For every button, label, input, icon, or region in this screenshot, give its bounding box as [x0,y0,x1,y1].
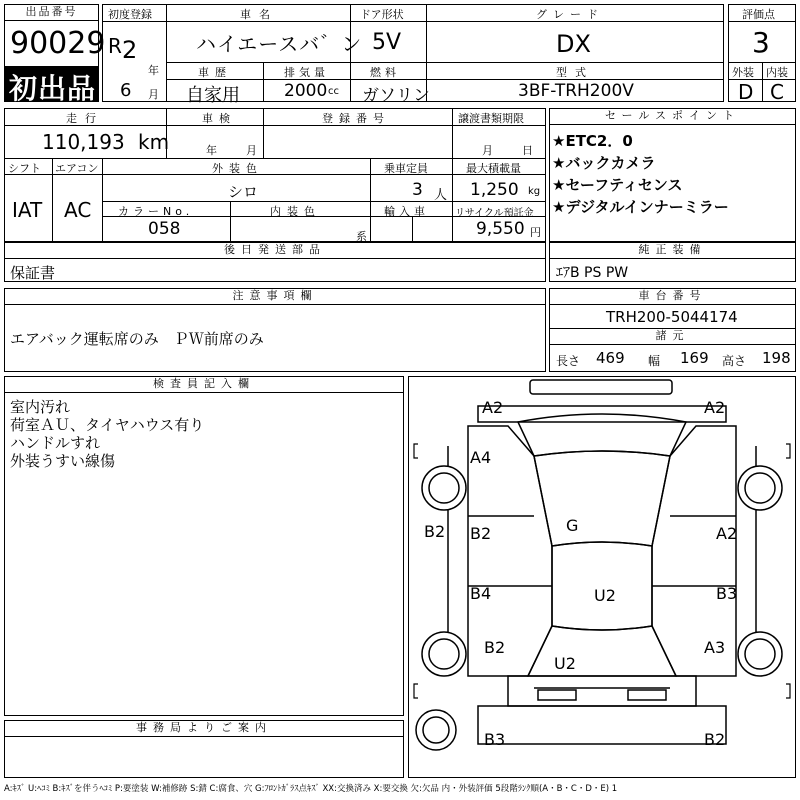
ac-label: エアコン [55,162,99,175]
fuel: ガソリン [362,86,430,106]
inspection-label: 車検 [202,112,236,125]
mark-right-door: A2 [716,524,738,543]
ext-color: シロ [228,183,259,201]
door-label: ドア形状 [360,8,404,21]
score-label: 評価点 [742,8,775,21]
max-load: 1,250 [470,180,519,200]
first-reg-label: 初度登録 [108,8,152,21]
era: R [108,34,122,58]
mark-right-rear-door: B3 [716,584,738,603]
sales-point-2: ★バックカメラ [552,154,656,172]
import-label: 輸入車 [384,205,429,218]
max-load-label: 最大積載量 [466,162,521,175]
inspector-line-3: ハンドルすれ [10,434,101,452]
mark-rear-right: B2 [704,730,726,749]
ext-color-label: 外装色 [212,162,263,175]
first-listing-text: 初出品 [9,72,97,105]
height: 198 [762,349,791,367]
chassis-number: TRH200-5044174 [606,308,738,326]
door: 5V [372,30,402,55]
mark-rear-left: B3 [484,730,506,749]
int-color-label: 内装色 [270,205,321,218]
genuine-label: 純正装備 [550,243,795,259]
later-parts: 保証書 [10,264,56,282]
shift: IAT [12,198,43,222]
dims-label: 諸元 [550,329,795,345]
car-name: ハイエースバ゛ン [196,32,363,56]
reg-month: 6 [120,80,132,101]
year-unit: 年 [148,64,159,77]
mark-right-rear-fender: A3 [704,638,726,657]
notes-label: 注意事項欄 [5,289,545,305]
lot-no-label: 出品番号 [5,5,98,21]
recycle-label: リサイクル預託金 [455,208,534,219]
ext-grade: D [738,80,754,104]
chassis-label: 車台番号 [550,289,795,305]
inspection-year-unit: 年 [206,144,217,157]
mark-front-right: A2 [704,398,726,417]
transfer-month-unit: 月 [482,144,493,157]
mark-left-rear-door: B4 [470,584,492,603]
recycle: 9,550 [476,219,525,239]
history-label: 車歴 [198,66,232,79]
mark-roof: U2 [594,586,616,605]
notes: エアバック運転席のみ ＰＷ前席のみ [10,330,264,348]
car-name-label: 車名 [240,8,278,21]
van-outline-diagram [408,376,796,778]
mark-left-door: B2 [470,524,492,543]
mark-left-rear-fender: B2 [484,638,506,657]
reg-year: 2 [122,36,138,64]
width: 169 [680,349,709,367]
score: 3 [752,26,770,59]
sales-point-3: ★セーフティセンス [552,176,683,194]
genuine-equipment: ｴｱB PS PW [556,265,629,281]
sales-points-label: セールスポイント [550,109,795,125]
int-grade: C [770,80,784,104]
reg-no-label: 登録番号 [322,112,390,125]
later-parts-label: 後日発送部品 [5,243,545,259]
mileage: 110,193 [42,130,125,154]
capacity-unit: 人 [434,188,448,203]
shift-label: シフト [8,162,41,175]
lot-number: 90029 [10,26,106,61]
inspector-line-4: 外装うすい線傷 [10,452,116,470]
mark-left-side: B2 [424,522,446,541]
grade: DX [556,30,591,58]
length-label: 長さ [556,354,581,368]
history: 自家用 [186,85,240,106]
model-label: 型式 [556,66,594,79]
int-color-unit: 系 [356,230,367,243]
color-no: 058 [148,219,181,239]
int-label: 内装 [766,66,788,79]
ac: AC [64,198,92,222]
yen-unit: 円 [530,226,541,239]
capacity: 3 [412,180,423,200]
inspector-line-1: 室内汚れ [10,398,71,416]
inspector-label: 検査員記入欄 [5,377,403,393]
displacement-label: 排気量 [284,66,329,79]
capacity-label: 乗車定員 [384,162,428,175]
sales-point-4: ★デジタルインナーミラー [552,198,729,216]
displacement: 2000 [284,81,328,101]
length: 469 [596,349,625,367]
legend: A:ｷｽﾞ U:ﾍｺﾐ B:ｷｽﾞを伴うﾍｺﾐ P:要塗装 W:補修跡 S:錆 C:腐食、穴 G:ﾌﾛﾝﾄｶﾞﾗｽ点ｷｽﾞ XX:交換済み X:要交換 欠:欠品 内・外装評価 5段階ﾗﾝｸ順(A・B・C・D・E) 1 [4,784,618,794]
inspector-line-2: 荷室ＡＵ、タイヤハウス有り [10,416,205,434]
mark-windshield: G [566,516,579,535]
fuel-label: 燃料 [370,66,400,79]
mileage-label: 走行 [66,112,104,125]
mark-rear-panel: U2 [554,654,576,673]
height-label: 高さ [722,354,747,368]
color-no-label: カラーNo. [118,205,194,218]
mark-left-front-door: A4 [470,448,492,467]
transfer-day-unit: 日 [522,144,533,157]
office-label: 事務局よりご案内 [5,721,403,737]
grade-label: グレード [536,8,604,21]
model: 3BF-TRH200V [518,81,634,101]
cc-unit: cc [328,86,339,97]
width-label: 幅 [648,354,661,368]
ext-label: 外装 [732,66,754,79]
inspection-month-unit: 月 [246,144,257,157]
sales-point-1: ★ETC2．0 [552,132,633,150]
transfer-label: 譲渡書類期限 [458,112,524,125]
mark-front-left: A2 [482,398,504,417]
kg-unit: kg [528,186,541,197]
km-unit: km [138,130,170,154]
month-unit: 月 [148,88,159,101]
